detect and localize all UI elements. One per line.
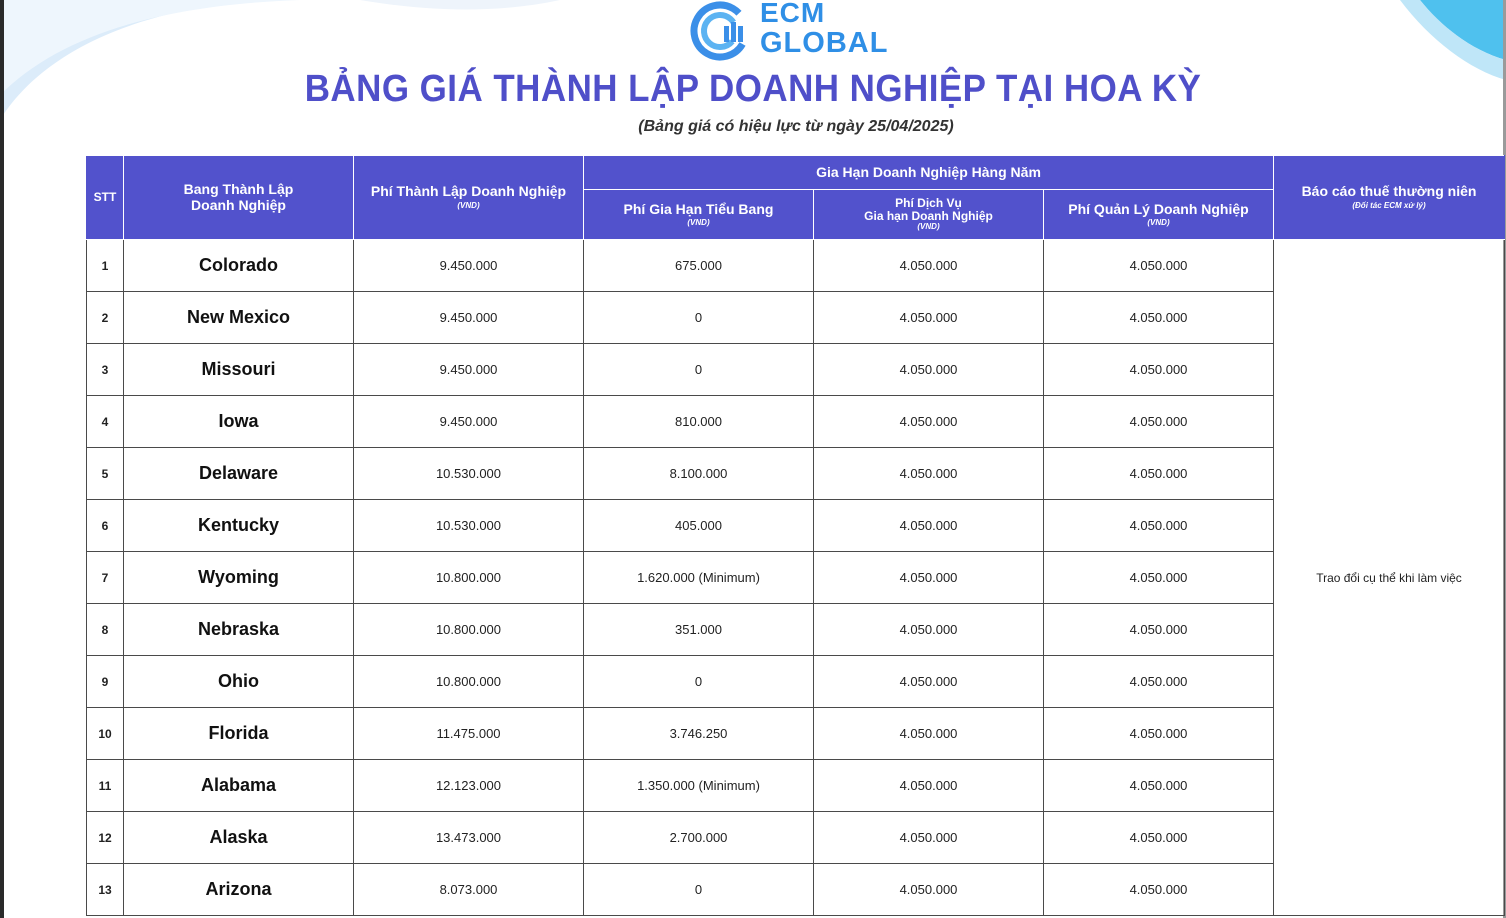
header-service-fee-unit: (VND) [917, 222, 940, 232]
row-management-fee: 4.050.000 [1044, 396, 1274, 448]
row-state-renewal-fee: 0 [584, 656, 814, 708]
header-management-fee-label: Phí Quản Lý Doanh Nghiệp [1068, 200, 1249, 217]
page-title: BẢNG GIÁ THÀNH LẬP DOANH NGHIỆP TẠI HOA KỲ [304, 68, 1202, 110]
row-state: Colorado [124, 240, 354, 292]
row-stt: 4 [87, 396, 124, 448]
row-stt: 10 [87, 708, 124, 760]
table-row [87, 240, 1505, 292]
row-stt: 2 [87, 292, 124, 344]
header-annual-tax-report-note: (Đối tác ECM xử lý) [1352, 200, 1426, 210]
row-state-renewal-fee: 8.100.000 [584, 448, 814, 500]
row-stt: 1 [87, 240, 124, 292]
header-annual-tax-report-label: Báo cáo thuế thường niên [1301, 183, 1477, 200]
header-annual-renewal: Gia Hạn Doanh Nghiệp Hàng Năm [584, 156, 1274, 190]
header-management-fee-unit: (VND) [1147, 218, 1170, 227]
row-stt: 6 [87, 500, 124, 552]
table-body [87, 240, 1505, 916]
row-annual-tax-report: Trao đổi cụ thể khi làm việc [1274, 240, 1505, 916]
row-state-renewal-fee: 3.746.250 [584, 708, 814, 760]
row-service-fee: 4.050.000 [814, 604, 1044, 656]
brand-line-2: GLOBAL [760, 26, 889, 59]
header-state [124, 156, 354, 240]
row-stt: 13 [87, 864, 124, 916]
top-arc [360, 0, 560, 9]
row-service-fee: 4.050.000 [814, 448, 1044, 500]
left-edge-shadow [0, 0, 4, 918]
row-formation-fee: 8.073.000 [354, 864, 584, 916]
row-state-renewal-fee: 0 [584, 864, 814, 916]
row-state-renewal-fee: 0 [584, 292, 814, 344]
row-state: Arizona [124, 864, 354, 916]
row-formation-fee: 13.473.000 [354, 812, 584, 864]
row-state-renewal-fee: 351.000 [584, 604, 814, 656]
row-formation-fee: 10.800.000 [354, 552, 584, 604]
row-formation-fee: 9.450.000 [354, 240, 584, 292]
row-state-renewal-fee: 2.700.000 [584, 812, 814, 864]
row-state-renewal-fee: 810.000 [584, 396, 814, 448]
header-stt: STT [87, 156, 124, 240]
row-stt: 8 [87, 604, 124, 656]
header-formation-fee-label: Phí Thành Lập Doanh Nghiệp [370, 183, 567, 200]
row-state: Alaska [124, 812, 354, 864]
row-service-fee: 4.050.000 [814, 396, 1044, 448]
row-state-renewal-fee: 1.620.000 (Minimum) [584, 552, 814, 604]
row-management-fee: 4.050.000 [1044, 656, 1274, 708]
row-state-renewal-fee: 0 [584, 344, 814, 396]
row-formation-fee: 10.800.000 [354, 656, 584, 708]
row-management-fee: 4.050.000 [1044, 864, 1274, 916]
brand-name [760, 0, 889, 59]
row-service-fee: 4.050.000 [814, 552, 1044, 604]
page-subtitle: (Bảng giá có hiệu lực từ ngày 25/04/2025) [638, 118, 954, 135]
header-annual-tax-report [1274, 156, 1505, 240]
row-management-fee: 4.050.000 [1044, 708, 1274, 760]
brand-logo [686, 0, 888, 62]
header-state-renewal-fee [584, 190, 814, 240]
row-state: Missouri [124, 344, 354, 396]
row-formation-fee: 9.450.000 [354, 344, 584, 396]
row-management-fee: 4.050.000 [1044, 292, 1274, 344]
row-state: New Mexico [124, 292, 354, 344]
row-formation-fee: 10.530.000 [354, 500, 584, 552]
row-state: Delaware [124, 448, 354, 500]
row-service-fee: 4.050.000 [814, 864, 1044, 916]
row-service-fee: 4.050.000 [814, 760, 1044, 812]
row-formation-fee: 9.450.000 [354, 396, 584, 448]
row-state: Alabama [124, 760, 354, 812]
brand-line-1: ECM [760, 0, 826, 28]
price-table [86, 155, 1505, 916]
row-stt: 3 [87, 344, 124, 396]
row-state: Iowa [124, 396, 354, 448]
row-state: Kentucky [124, 500, 354, 552]
table-header-row [87, 156, 1505, 190]
ecm-global-logo-icon [686, 0, 758, 62]
row-stt: 11 [87, 760, 124, 812]
row-service-fee: 4.050.000 [814, 708, 1044, 760]
row-state-renewal-fee: 675.000 [584, 240, 814, 292]
row-service-fee: 4.050.000 [814, 500, 1044, 552]
row-service-fee: 4.050.000 [814, 344, 1044, 396]
header-management-fee [1044, 190, 1274, 240]
row-management-fee: 4.050.000 [1044, 448, 1274, 500]
header-formation-fee [354, 156, 584, 240]
row-management-fee: 4.050.000 [1044, 604, 1274, 656]
row-formation-fee: 10.800.000 [354, 604, 584, 656]
row-formation-fee: 10.530.000 [354, 448, 584, 500]
row-stt: 9 [87, 656, 124, 708]
row-management-fee: 4.050.000 [1044, 760, 1274, 812]
row-state: Nebraska [124, 604, 354, 656]
row-service-fee: 4.050.000 [814, 292, 1044, 344]
row-state: Wyoming [124, 552, 354, 604]
header-service-fee-line-1: Phí Dịch Vụ [895, 196, 962, 211]
header-state-renewal-fee-label: Phí Gia Hạn Tiểu Bang [623, 200, 774, 217]
row-formation-fee: 11.475.000 [354, 708, 584, 760]
header-state-renewal-fee-unit: (VND) [687, 218, 710, 227]
header-state-label: Bang Thành Lập Doanh Nghiệp [183, 181, 294, 213]
header-formation-fee-unit: (VND) [457, 200, 480, 210]
header-service-fee [814, 190, 1044, 240]
row-state-renewal-fee: 405.000 [584, 500, 814, 552]
row-management-fee: 4.050.000 [1044, 240, 1274, 292]
header-service-fee-line-2: Gia hạn Doanh Nghiệp [864, 209, 993, 224]
row-service-fee: 4.050.000 [814, 812, 1044, 864]
row-formation-fee: 9.450.000 [354, 292, 584, 344]
row-state: Florida [124, 708, 354, 760]
row-formation-fee: 12.123.000 [354, 760, 584, 812]
row-stt: 12 [87, 812, 124, 864]
row-management-fee: 4.050.000 [1044, 812, 1274, 864]
row-state: Ohio [124, 656, 354, 708]
top-right-wave [1420, 0, 1506, 60]
row-stt: 5 [87, 448, 124, 500]
row-service-fee: 4.050.000 [814, 240, 1044, 292]
row-management-fee: 4.050.000 [1044, 500, 1274, 552]
row-service-fee: 4.050.000 [814, 656, 1044, 708]
row-state-renewal-fee: 1.350.000 (Minimum) [584, 760, 814, 812]
row-management-fee: 4.050.000 [1044, 344, 1274, 396]
row-management-fee: 4.050.000 [1044, 552, 1274, 604]
row-stt: 7 [87, 552, 124, 604]
